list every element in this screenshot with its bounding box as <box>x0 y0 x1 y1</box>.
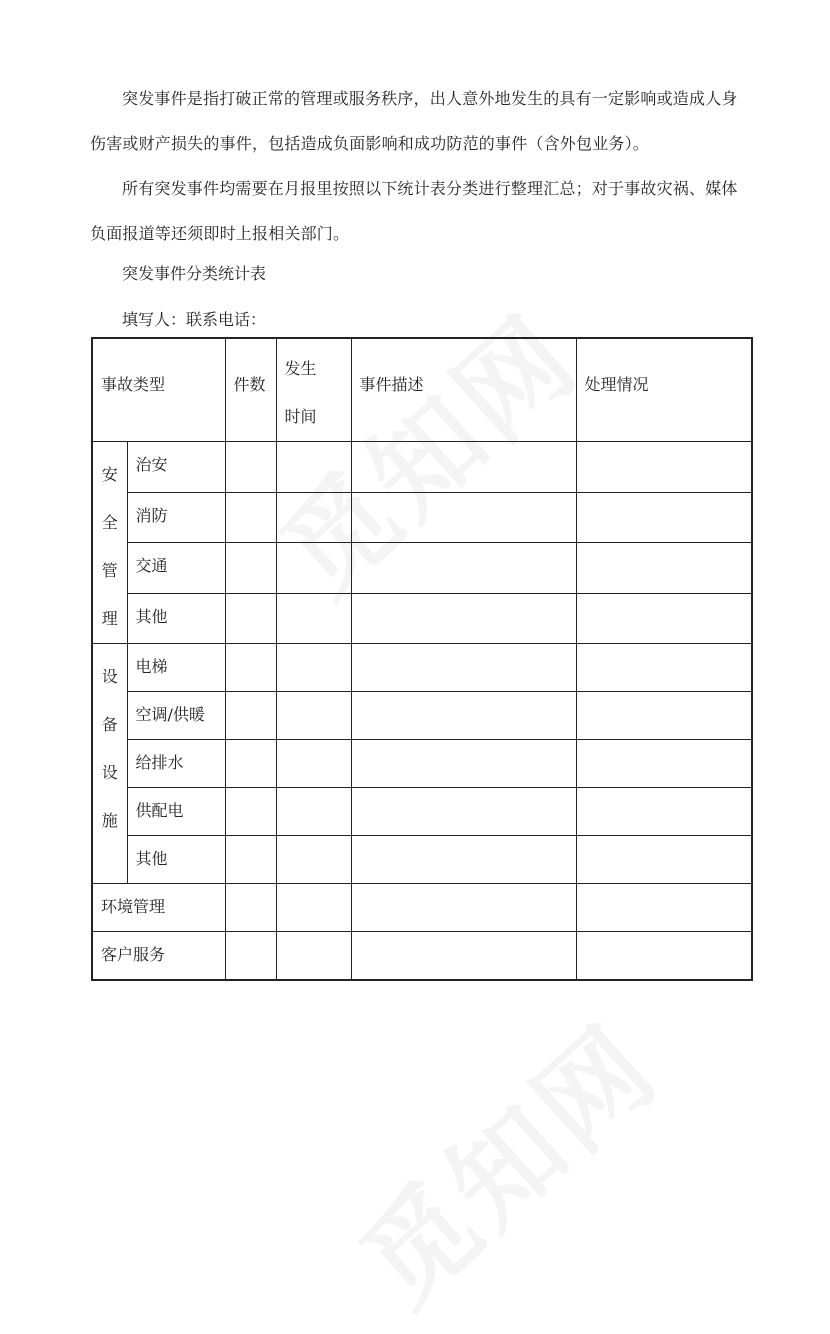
description-cell[interactable] <box>351 593 576 644</box>
time-cell[interactable] <box>276 884 351 932</box>
description-cell[interactable] <box>351 740 576 788</box>
header-description: 事件描述 <box>351 338 576 442</box>
count-cell[interactable] <box>225 644 276 692</box>
description-cell[interactable] <box>351 788 576 836</box>
count-cell[interactable] <box>225 593 276 644</box>
handling-cell[interactable] <box>576 692 752 740</box>
time-cell[interactable] <box>276 788 351 836</box>
table-row <box>92 644 752 692</box>
row-label: 供配电 <box>127 788 225 836</box>
row-label: 其他 <box>127 593 225 644</box>
intro-paragraph-2: 所有突发事件均需要在月报里按照以下统计表分类进行整理汇总；对于事故灾祸、媒体负面报道等还须即时上报相关部门。 <box>90 179 738 243</box>
time-cell[interactable] <box>276 692 351 740</box>
row-label: 消防 <box>127 492 225 543</box>
row-label: 其他 <box>127 836 225 884</box>
table-row <box>92 442 752 493</box>
watermark <box>322 984 686 1334</box>
time-cell[interactable] <box>276 932 351 981</box>
row-label: 给排水 <box>127 740 225 788</box>
count-cell[interactable] <box>225 788 276 836</box>
time-cell[interactable] <box>276 593 351 644</box>
table-row <box>92 543 752 594</box>
handling-cell[interactable] <box>576 740 752 788</box>
filler-line: 填写人：联系电话： <box>122 310 267 329</box>
handling-cell[interactable] <box>576 788 752 836</box>
count-cell[interactable] <box>225 836 276 884</box>
handling-cell[interactable] <box>576 836 752 884</box>
description-cell[interactable] <box>351 884 576 932</box>
row-label: 空调/供暖 <box>127 692 225 740</box>
time-cell[interactable] <box>276 442 351 493</box>
table-row <box>92 884 752 932</box>
header-handling: 处理情况 <box>576 338 752 442</box>
count-cell[interactable] <box>225 543 276 594</box>
table-row <box>92 492 752 543</box>
description-cell[interactable] <box>351 442 576 493</box>
handling-cell[interactable] <box>576 884 752 932</box>
table-title: 突发事件分类统计表 <box>122 264 267 283</box>
handling-cell[interactable] <box>576 442 752 493</box>
time-cell[interactable] <box>276 492 351 543</box>
table-row <box>92 692 752 740</box>
handling-cell[interactable] <box>576 593 752 644</box>
time-cell[interactable] <box>276 836 351 884</box>
description-cell[interactable] <box>351 836 576 884</box>
row-label: 环境管理 <box>92 884 225 932</box>
table-header-row <box>92 338 752 442</box>
count-cell[interactable] <box>225 492 276 543</box>
count-cell[interactable] <box>225 442 276 493</box>
count-cell[interactable] <box>225 692 276 740</box>
description-cell[interactable] <box>351 492 576 543</box>
description-cell[interactable] <box>351 543 576 594</box>
handling-cell[interactable] <box>576 644 752 692</box>
count-cell[interactable] <box>225 740 276 788</box>
group-label-equipment: 设 备 设 施 <box>92 644 127 884</box>
table-row <box>92 788 752 836</box>
time-cell[interactable] <box>276 740 351 788</box>
group-label-safety: 安 全 管 理 <box>92 442 127 644</box>
handling-cell[interactable] <box>576 543 752 594</box>
header-time: 发生 时间 <box>276 338 351 442</box>
count-cell[interactable] <box>225 884 276 932</box>
row-label: 治安 <box>127 442 225 493</box>
table-row <box>92 740 752 788</box>
count-cell[interactable] <box>225 932 276 981</box>
header-count: 件数 <box>225 338 276 442</box>
incident-statistics-table <box>91 337 753 981</box>
row-label: 交通 <box>127 543 225 594</box>
intro-paragraph-1: 突发事件是指打破正常的管理或服务秩序，出人意外地发生的具有一定影响或造成人身伤害或财产损失的事件，包括造成负面影响和成功防范的事件（含外包业务）。 <box>90 89 738 153</box>
header-type: 事故类型 <box>92 338 225 442</box>
description-cell[interactable] <box>351 692 576 740</box>
description-cell[interactable] <box>351 932 576 981</box>
handling-cell[interactable] <box>576 492 752 543</box>
time-cell[interactable] <box>276 543 351 594</box>
table-row <box>92 932 752 981</box>
table-row <box>92 593 752 644</box>
time-cell[interactable] <box>276 644 351 692</box>
table-row <box>92 836 752 884</box>
row-label: 电梯 <box>127 644 225 692</box>
row-label: 客户服务 <box>92 932 225 981</box>
description-cell[interactable] <box>351 644 576 692</box>
handling-cell[interactable] <box>576 932 752 981</box>
